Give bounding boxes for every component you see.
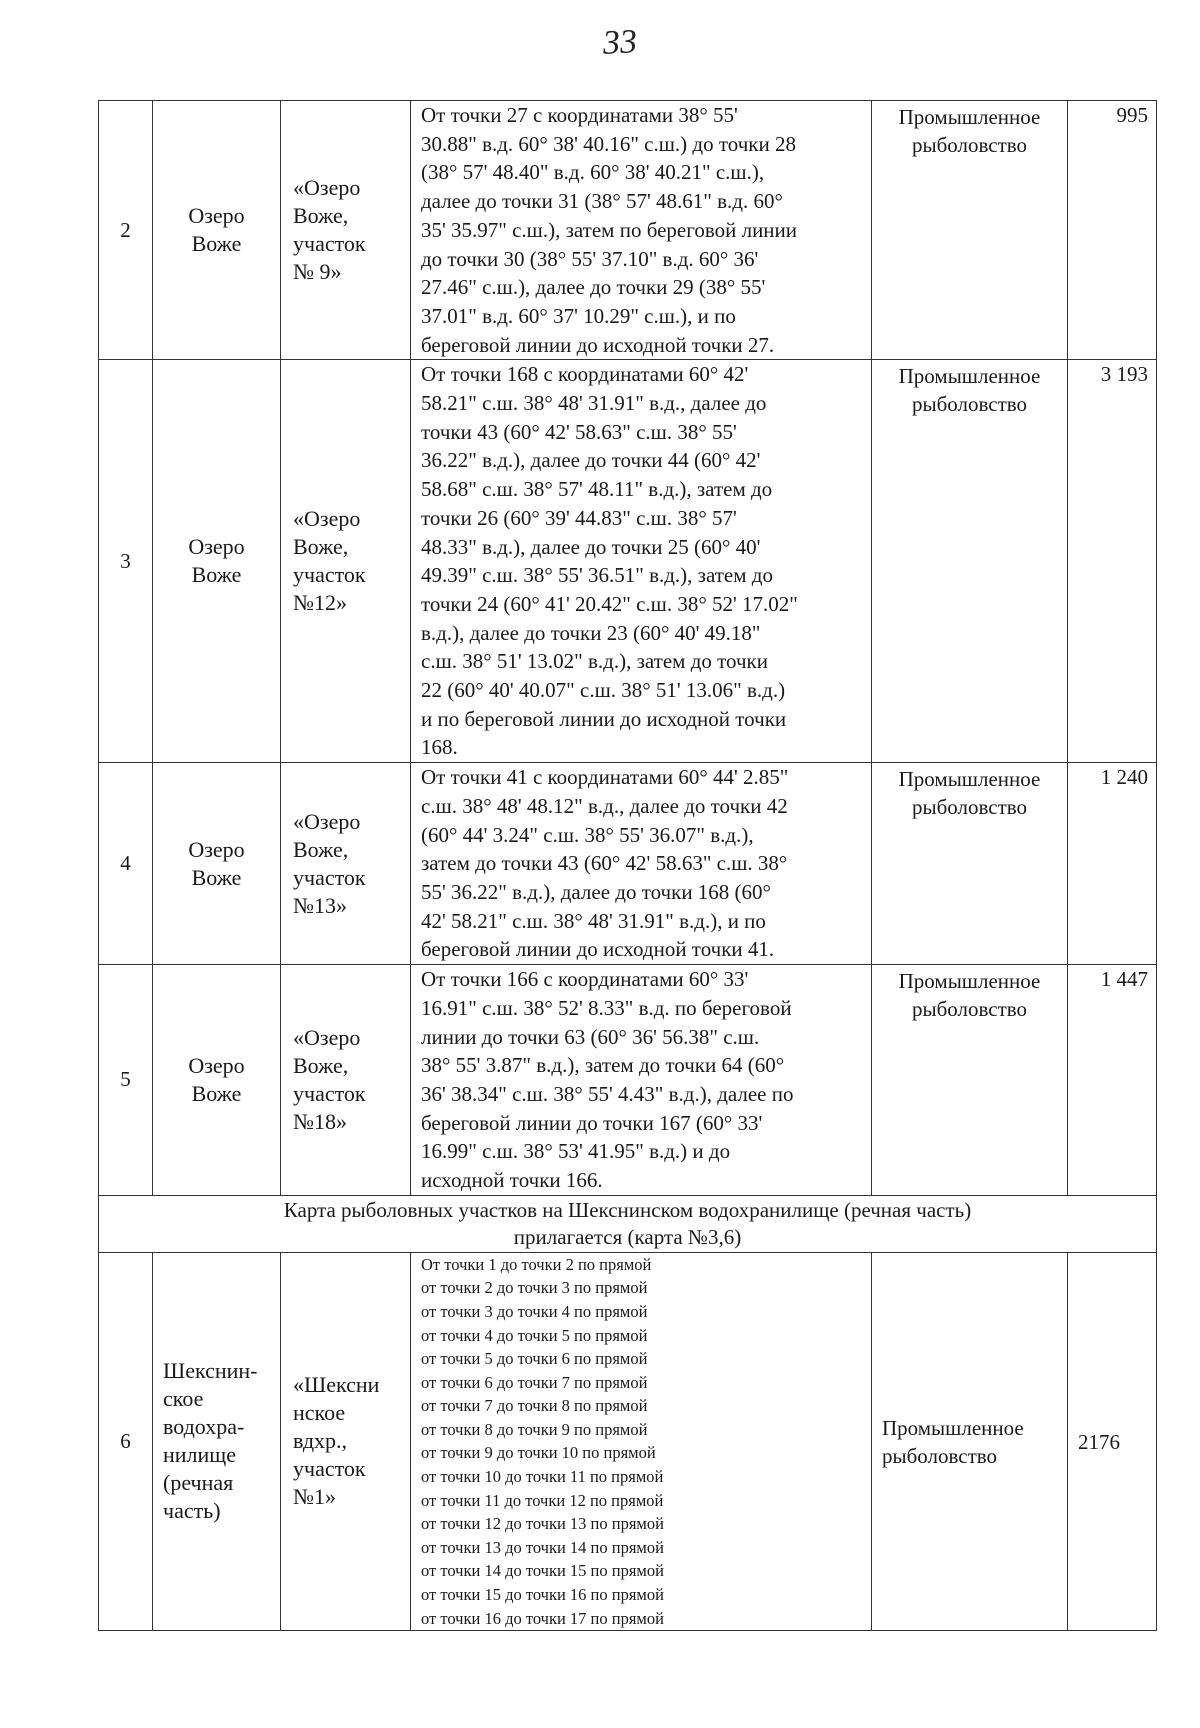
row-number: 2 <box>99 101 153 360</box>
site-name: «Озеро Воже, участок №12» <box>281 360 411 763</box>
row-number: 6 <box>99 1252 153 1631</box>
boundary-description: От точки 27 с координатами 38° 55' 30.88" в.д. 60° 38' 40.16" с.ш.) до точки 28 (38° 57' 48.40" в.д. 60° 38' 40.21" с.ш.), далее до точки 31 (38° 57' 48.61" в.д. 60° 35' 35.97" с.ш.), затем по береговой линии до точки 30 (38° 55' 37.10" в.д. 60° 36' 27.46" с.ш.), далее до точки 29 (38° 55' 37.01" в.д. 60° 37' 10.29" с.ш.), и по береговой линии до исходной точки 27. <box>411 101 872 360</box>
row-number: 3 <box>99 360 153 763</box>
fishing-type: Промышленное рыболовство <box>872 360 1068 763</box>
boundary-description: От точки 41 с координатами 60° 44' 2.85" с.ш. 38° 48' 48.12" в.д., далее до точки 42 (60° 44' 3.24" с.ш. 38° 55' 36.07" в.д.), затем до точки 43 (60° 42' 58.63" с.ш. 38° 55' 36.22" в.д.), далее до точки 168 (60° 42' 58.21" с.ш. 38° 48' 31.91" в.д.), и по береговой линии до исходной точки 41. <box>411 763 872 965</box>
water-body-name: Шекснин- ское водохра- нилище (речная часть) <box>153 1252 281 1631</box>
fishing-type: Промышленное рыболовство <box>872 965 1068 1196</box>
table-row <box>99 763 1157 965</box>
water-body-name: Озеро Воже <box>153 965 281 1196</box>
water-body-name: Озеро Воже <box>153 763 281 965</box>
row-number: 4 <box>99 763 153 965</box>
site-area: 3 193 <box>1068 360 1157 763</box>
boundary-description: От точки 168 с координатами 60° 42' 58.21" с.ш. 38° 48' 31.91" в.д., далее до точки 43 (60° 42' 58.63" с.ш. 38° 55' 36.22" в.д.), далее до точки 44 (60° 42' 58.68" с.ш. 38° 57' 48.11" в.д.), затем до точки 26 (60° 39' 44.83" с.ш. 38° 57' 48.33" в.д.), далее до точки 25 (60° 40' 49.39" с.ш. 38° 55' 36.51" в.д.), затем до точки 24 (60° 41' 20.42" с.ш. 38° 52' 17.02" в.д.), далее до точки 23 (60° 40' 49.18" с.ш. 38° 51' 13.02" в.д.), затем до точки 22 (60° 40' 40.07" с.ш. 38° 51' 13.06" в.д.) и по береговой линии до исходной точки 168. <box>411 360 872 763</box>
fishing-type: Промышленное рыболовство <box>872 101 1068 360</box>
water-body-name: Озеро Воже <box>153 101 281 360</box>
section-header: Карта рыболовных участков на Шекснинском водохранилище (речная часть) прилагается (карта №3,6) <box>99 1195 1157 1252</box>
site-area: 1 240 <box>1068 763 1157 965</box>
site-area: 995 <box>1068 101 1157 360</box>
site-name: «Озеро Воже, участок №18» <box>281 965 411 1196</box>
table-row <box>99 1252 1157 1631</box>
page-number: 33 <box>602 23 638 62</box>
table-row <box>99 360 1157 763</box>
site-area: 2176 <box>1068 1252 1157 1631</box>
boundary-description: От точки 166 с координатами 60° 33' 16.91" с.ш. 38° 52' 8.33" в.д. по береговой линии до точки 63 (60° 36' 56.38" с.ш. 38° 55' 3.87" в.д.), затем до точки 64 (60° 36' 38.34" с.ш. 38° 55' 4.43" в.д.), далее по береговой линии до точки 167 (60° 33' 16.99" с.ш. 38° 53' 41.95" в.д.) и до исходной точки 166. <box>411 965 872 1196</box>
site-name: «Озеро Воже, участок № 9» <box>281 101 411 360</box>
table-row <box>99 965 1157 1196</box>
fishing-type: Промышленное рыболовство <box>872 1252 1068 1631</box>
site-name: «Шексни нское вдхр., участок №1» <box>281 1252 411 1631</box>
site-area: 1 447 <box>1068 965 1157 1196</box>
fishing-sites-table <box>98 100 1157 1631</box>
site-name: «Озеро Воже, участок №13» <box>281 763 411 965</box>
table-row <box>99 101 1157 360</box>
fishing-type: Промышленное рыболовство <box>872 763 1068 965</box>
row-number: 5 <box>99 965 153 1196</box>
water-body-name: Озеро Воже <box>153 360 281 763</box>
section-header-row <box>99 1195 1157 1252</box>
boundary-description: От точки 1 до точки 2 по прямой от точки 2 до точки 3 по прямой от точки 3 до точки 4 по прямой от точки 4 до точки 5 по прямой от точки 5 до точки 6 по прямой от точки 6 до точки 7 по прямой от точки 7 до точки 8 по прямой от точки 8 до точки 9 по прямой от точки 9 до точки 10 по прямой от точки 10 до точки 11 по прямой от точки 11 до точки 12 по прямой от точки 12 до точки 13 по прямой от точки 13 до точки 14 по прямой от точки 14 до точки 15 по прямой от точки 15 до точки 16 по прямой от точки 16 до точки 17 по прямой <box>411 1252 872 1631</box>
